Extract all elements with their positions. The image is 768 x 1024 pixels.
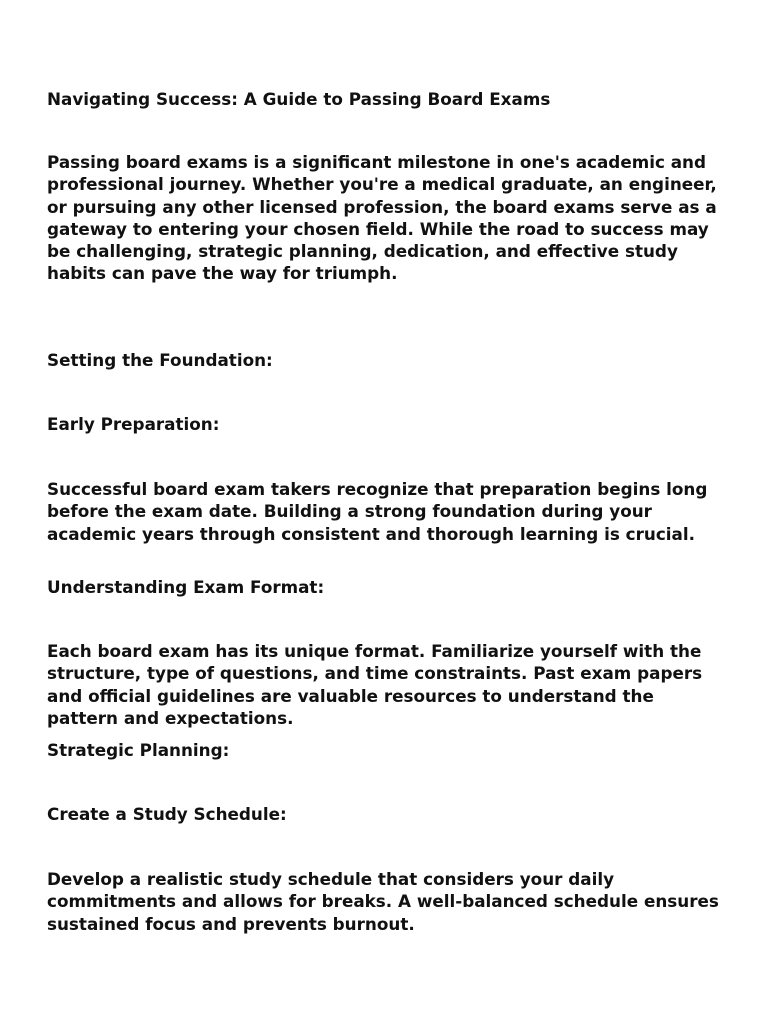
subheading-exam-format: Understanding Exam Format: xyxy=(47,577,325,597)
section-heading-strategic: Strategic Planning: xyxy=(47,740,230,760)
subheading-early-preparation: Early Preparation: xyxy=(47,414,220,434)
intro-paragraph: Passing board exams is a significant milestone in one's academic and professional journey. Whether you're a medical graduate, an engineer, or pursuing any other licensed profession, the board exams serve as a gateway to entering your chosen field. While the road to success may be challenging, strategic planning, dedication, and effective study habits can pave the way for triumph. xyxy=(47,152,717,284)
paragraph-early-preparation: Successful board exam takers recognize that preparation begins long before the exam date. Building a strong foundation during your academic years through consistent and thorough learning is crucial. xyxy=(47,479,708,544)
paragraph-exam-format: Each board exam has its unique format. Familiarize yourself with the structure, type of questions, and time constraints. Past exam papers and official guidelines are valuable resources to understand the pattern and expectations. xyxy=(47,641,703,728)
paragraph-study-schedule: Develop a realistic study schedule that considers your daily commitments and allows for breaks. A well-balanced schedule ensures sustained focus and prevents burnout. xyxy=(47,869,719,934)
document-title: Navigating Success: A Guide to Passing Board Exams xyxy=(47,89,551,109)
subheading-study-schedule: Create a Study Schedule: xyxy=(47,804,287,824)
section-heading-foundation: Setting the Foundation: xyxy=(47,350,273,370)
